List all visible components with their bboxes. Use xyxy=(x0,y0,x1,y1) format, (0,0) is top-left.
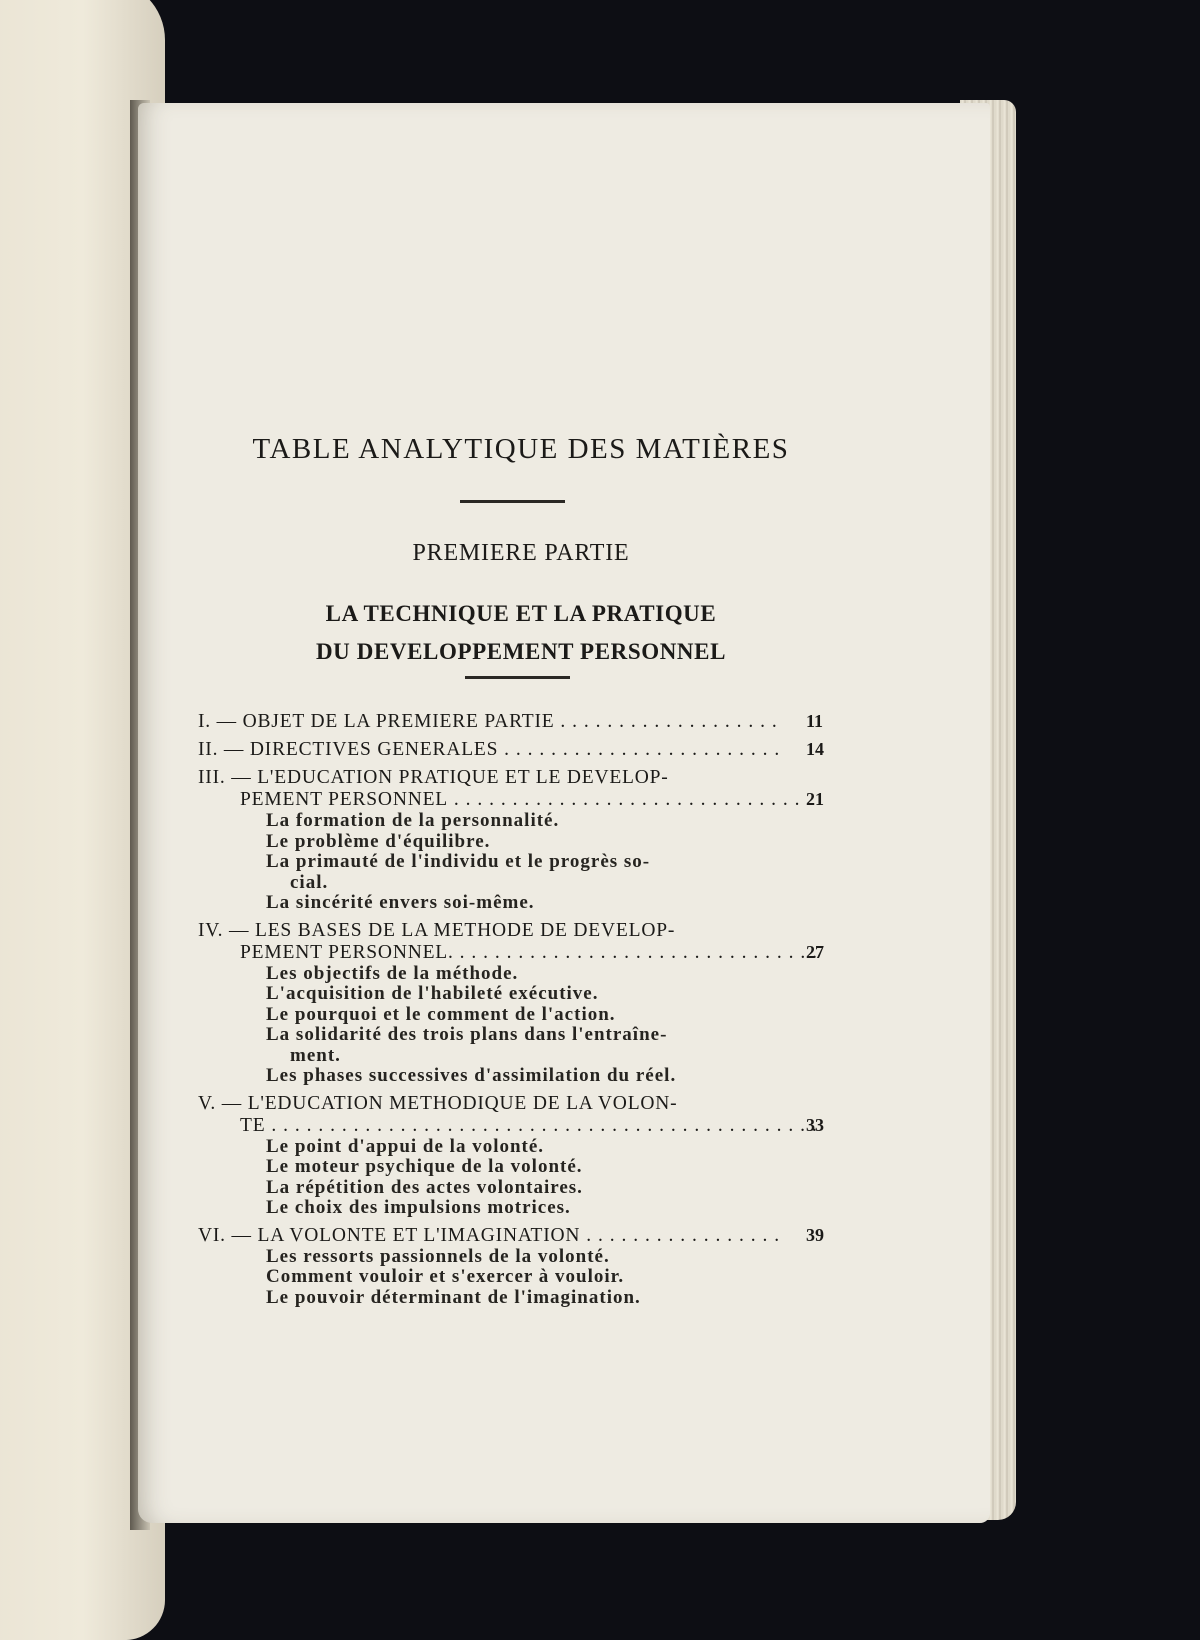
part-title-line-1: LA TECHNIQUE ET LA PRATIQUE xyxy=(325,601,717,626)
chapter-heading: IV. — LES BASES DE LA METHODE DE DEVELOP- xyxy=(198,919,676,941)
toc-subentry: Le point d'appui de la volonté. xyxy=(266,1135,545,1157)
toc-subentry: Le problème d'équilibre. xyxy=(266,830,491,852)
toc-subentry: La formation de la personnalité. xyxy=(266,810,560,831)
chapter-heading-continued: TE . . . xyxy=(198,1115,820,1137)
toc-subentry: La sincérité envers soi-même. xyxy=(266,892,535,913)
chapter-page-number: 11 xyxy=(806,711,824,731)
chapter-heading-continued: PEMENT PERSONNEL. . . . xyxy=(198,942,820,964)
table-of-contents xyxy=(198,711,898,1314)
chapter-page-number: 27 xyxy=(806,941,824,962)
toc-subentry: Les phases successives d'assimilation du réel. xyxy=(266,1065,677,1086)
book-page xyxy=(138,103,990,1523)
toc-subentry: Comment vouloir et s'exercer à vouloir. xyxy=(266,1266,625,1287)
part-title-line-2: DU DEVELOPPEMENT PERSONNEL xyxy=(315,639,727,664)
chapter-heading: V. — L'EDUCATION METHODIQUE DE LA VOLON- xyxy=(198,1092,678,1114)
chapter-heading: I. — OBJET DE LA PREMIERE PARTIE . . . xyxy=(198,711,778,733)
chapter-page-number: 21 xyxy=(806,789,824,809)
toc-subentry: Les ressorts passionnels de la volonté. xyxy=(266,1245,610,1267)
chapter-heading: VI. — LA VOLONTE ET L'IMAGINATION . . . xyxy=(198,1225,778,1247)
page-title: TABLE ANALYTIQUE DES MATIÈRES xyxy=(252,433,790,465)
toc-subentry: Le pouvoir déterminant de l'imagination. xyxy=(266,1286,641,1308)
title-rule xyxy=(460,500,565,503)
toc-chapter-2 xyxy=(198,739,898,761)
toc-subentry: L'acquisition de l'habileté exécutive. xyxy=(266,983,599,1004)
toc-subentry: La répétition des actes volontaires. xyxy=(266,1176,583,1198)
toc-subentry: La solidarité des trois plans dans l'entraîne- xyxy=(266,1024,668,1045)
chapter-page-number: 14 xyxy=(806,739,824,759)
chapter-page-number: 39 xyxy=(806,1224,824,1245)
chapter-heading: II. — DIRECTIVES GENERALES . . . xyxy=(198,739,778,761)
toc-subentry: Les objectifs de la méthode. xyxy=(266,962,519,984)
toc-subentry: ment. xyxy=(290,1044,341,1066)
toc-subentry: La primauté de l'individu et le progrès so- xyxy=(266,851,651,872)
toc-subentry: Le moteur psychique de la volonté. xyxy=(266,1156,583,1177)
toc-subentry: Le pourquoi et le comment de l'action. xyxy=(266,1003,616,1025)
toc-subentry: cial. xyxy=(290,871,329,893)
part-title xyxy=(226,595,816,671)
toc-chapter-6 xyxy=(198,1225,898,1309)
toc-chapter-4 xyxy=(198,920,898,1087)
toc-subentry: Le choix des impulsions motrices. xyxy=(266,1197,571,1218)
chapter-heading: III. — L'EDUCATION PRATIQUE ET LE DEVELOP- xyxy=(198,767,669,788)
chapter-heading-continued: PEMENT PERSONNEL . . . xyxy=(198,789,820,811)
chapter-page-number: 33 xyxy=(806,1114,824,1135)
part-rule xyxy=(465,676,570,679)
toc-chapter-5 xyxy=(198,1093,898,1219)
part-heading: PREMIERE PARTIE xyxy=(412,540,630,566)
toc-chapter-1 xyxy=(198,711,898,733)
toc-chapter-3 xyxy=(198,767,898,914)
